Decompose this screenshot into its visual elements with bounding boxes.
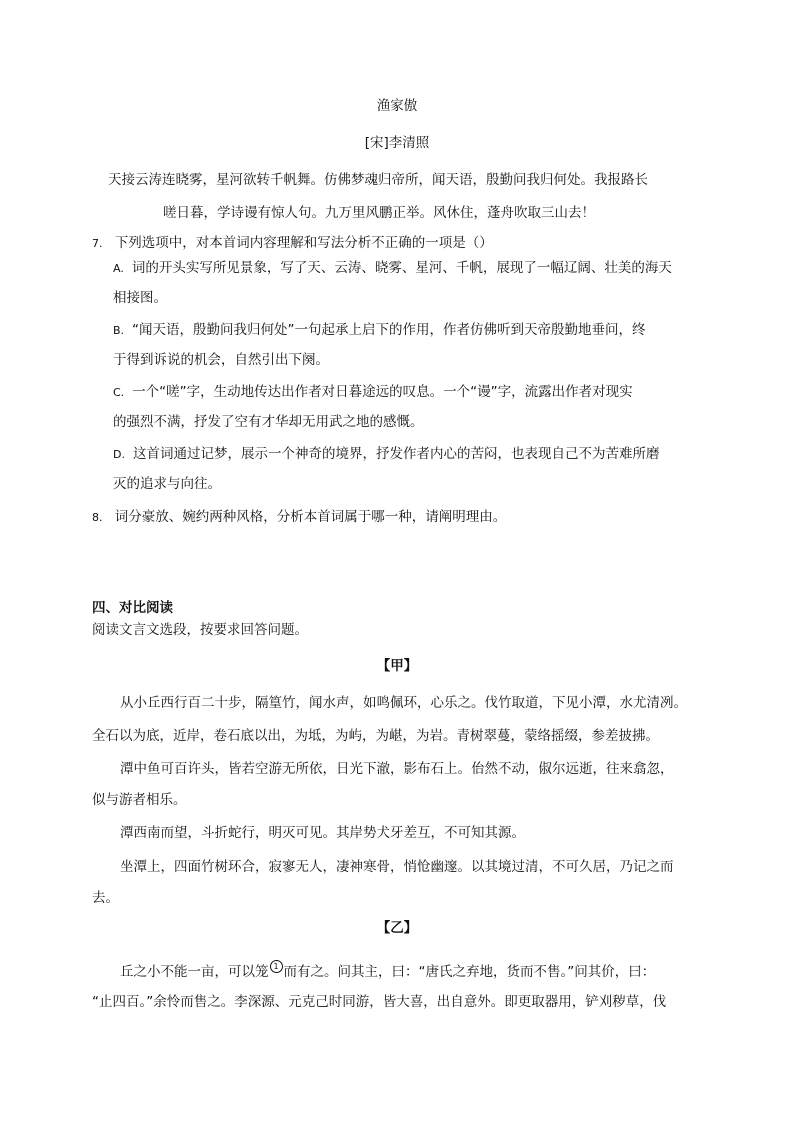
footnote-marker: 1 [270, 960, 283, 973]
jia-paragraph-3: 潭西南而望，斗折蛇行，明灭可见。其岸势犬牙差互，不可知其源。 [120, 825, 525, 841]
option-text: “闻天语，殷勤问我归何处”一句起承上启下的作用，作者仿佛听到天帝殷勤地垂问，终 [132, 322, 646, 338]
option-a [113, 258, 672, 279]
question-number: 7. [92, 237, 103, 250]
yi-paragraph-1 [120, 960, 655, 982]
option-b [113, 320, 646, 341]
option-a-cont: 相接图。 [113, 290, 167, 306]
option-d-cont: 灭的追求与向往。 [113, 476, 221, 492]
jia-paragraph-2: 潭中鱼可百许头，皆若空游无所依，日光下澈，影布石上。佁然不动，俶尔远逝，往来翕忽， [120, 761, 674, 777]
question-8 [92, 507, 506, 528]
section-instruction: 阅读文言文选段，按要求回答问题。 [92, 622, 308, 638]
question-7 [92, 233, 493, 254]
jia-paragraph-4-cont: 去。 [92, 890, 119, 906]
option-label: C. [113, 386, 125, 399]
option-label: D. [113, 448, 125, 461]
jia-paragraph-2-cont: 似与游者相乐。 [92, 792, 187, 808]
option-d [113, 444, 659, 465]
poem-title: 渔家傲 [376, 98, 418, 114]
option-label: B. [113, 324, 125, 337]
poem-author: [宋]李清照 [364, 135, 430, 151]
yi-text: 而有之。问其主，曰：“唐氏之弃地，货而不售。”问其价，曰： [283, 964, 656, 980]
option-label: A. [113, 262, 124, 275]
yi-paragraph-1-cont: “止四百。”余怜而售之。李深源、元克己时同游，皆大喜，出自意外。即更取器用，铲刈秽草，伐 [92, 994, 667, 1010]
jia-paragraph-1: 从小丘西行百二十步，隔篁竹，闻水声，如鸣佩环，心乐之。伐竹取道，下见小潭，水尤清冽。 [120, 695, 687, 711]
question-stem: 下列选项中，对本首词内容理解和写法分析不正确的一项是（） [114, 235, 493, 251]
option-text: 一个“嗟”字，生动地传达出作者对日暮途远的叹息。一个“谩”字，流露出作者对现实 [132, 384, 633, 400]
jia-paragraph-1-cont: 全石以为底，近岸，卷石底以出，为坻，为屿，为嵁，为岩。青树翠蔓，蒙络摇缀，参差披拂。 [92, 728, 659, 744]
question-text: 词分豪放、婉约两种风格，分析本首词属于哪一种，请阐明理由。 [114, 509, 507, 525]
option-text: 词的开头实写所见景象，写了天、云涛、晓雾、星河、千帆，展现了一幅辽阔、壮美的海天 [131, 260, 672, 276]
question-number: 8. [92, 511, 103, 524]
poem-line-2: 嗟日暮，学诗谩有惊人句。九万里风鹏正举。风休住，蓬舟吹取三山去！ [163, 205, 595, 221]
passage-label-jia: 【甲】 [376, 658, 418, 674]
option-c [113, 382, 633, 403]
option-c-cont: 的强烈不满，抒发了空有才华却无用武之地的感慨。 [113, 414, 424, 430]
poem-line-1: 天接云涛连晓雾，星河欲转千帆舞。仿佛梦魂归帝所，闻天语，殷勤问我归何处。我报路长 [108, 172, 648, 188]
option-b-cont: 于得到诉说的机会，自然引出下阕。 [113, 352, 329, 368]
option-text: 这首词通过记梦，展示一个神奇的境界，抒发作者内心的苦闷，也表现自己不为苦难所磨 [132, 446, 660, 462]
jia-paragraph-4: 坐潭上，四面竹树环合，寂寥无人，凄神寒骨，悄怆幽邃。以其境过清，不可久居，乃记之而 [120, 859, 674, 875]
section-heading: 四、对比阅读 [92, 600, 173, 616]
passage-label-yi: 【乙】 [376, 920, 418, 936]
yi-text: 丘之小不能一亩，可以笼 [120, 964, 269, 980]
